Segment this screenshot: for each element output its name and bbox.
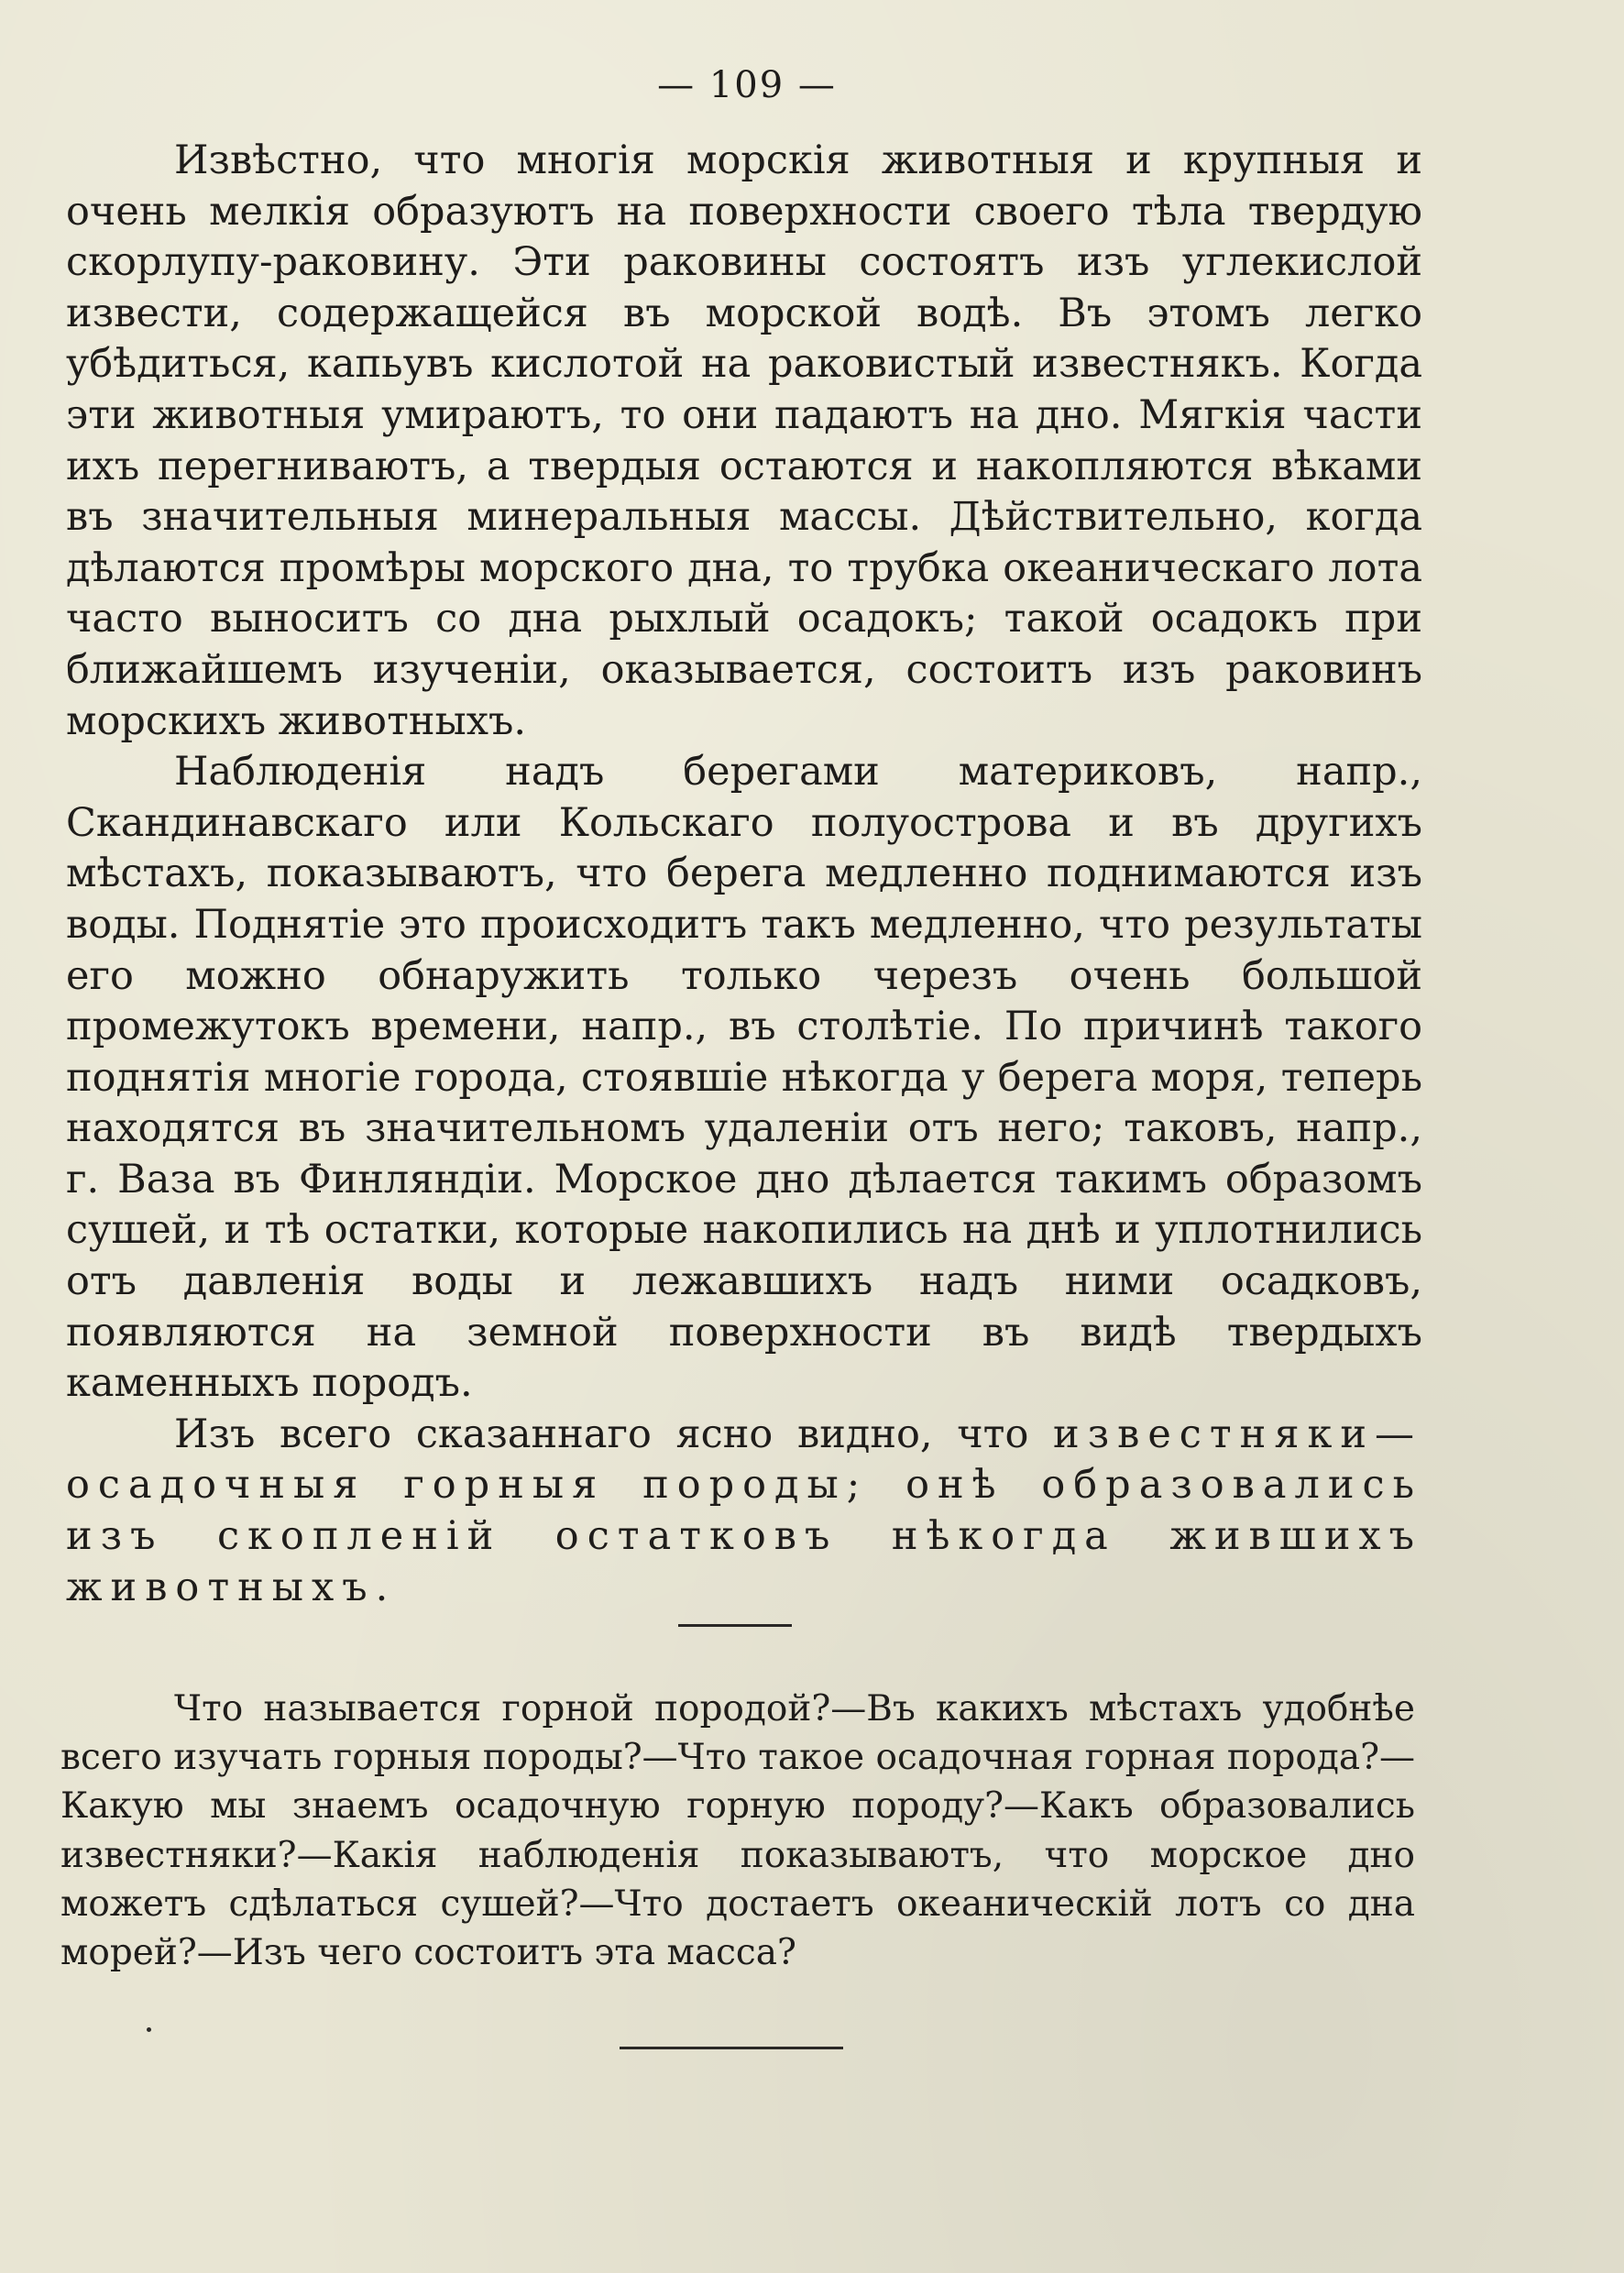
end-divider: [620, 2047, 843, 2049]
page-number: — 109 —: [657, 64, 837, 106]
section-divider: [678, 1624, 792, 1627]
main-text: [66, 136, 1422, 1613]
paragraph-2: Наблюденія надъ берегами материковъ, напр., Скандинавскаго или Кольскаго полуострова и въ другихъ мѣстахъ, показываютъ, что берега медленно поднимаются изъ воды. Поднятіе это происходитъ такъ медленно, что результаты его можно обнаружить только черезъ очень большой промежутокъ времени, напр., въ столѣтіе. По причинѣ такого поднятія многіе города, стоявшіе нѣкогда у берега моря, теперь находятся въ значительномъ удаленіи отъ него; таковъ, напр., г. Ваза въ Финляндіи. Морское дно дѣлается такимъ образомъ сушей, и тѣ остатки, которые накопились на днѣ и уплотнились отъ давленія воды и лежавшихъ надъ ними осадковъ, появляются на земной поверхности въ видѣ твердыхъ каменныхъ породъ.: [66, 749, 1422, 1407]
paragraph-3-emphasis: известняки—осадочныя горныя породы; онѣ образовались изъ скопленій остатковъ нѣкогда жившихъ животныхъ.: [66, 1411, 1422, 1610]
questions-text: Что называется горной породой?—Въ какихъ мѣстахъ удобнѣе всего изучать горныя породы?—Что такое осадочная горная порода?—Какую мы знаемъ осадочную горную породу?—Какъ образовались известняки?—Какія наблюденія показываютъ, что морское дно можетъ сдѣлаться сушей?—Что достаетъ океаническій лотъ со дна морей?—Изъ чего состоитъ эта масса?: [60, 1688, 1415, 1974]
review-questions: [60, 1685, 1415, 1977]
paragraph-1: Извѣстно, что многія морскія животныя и крупныя и очень мелкія образуютъ на поверхности своего тѣла твердую скорлупу-раковину. Эти раковины состоятъ изъ углекислой извести, содержащейся въ морской водѣ. Въ этомъ легко убѣдиться, капьувъ кислотой на раковистый известнякъ. Когда эти животныя умираютъ, то они падаютъ на дно. Мягкія части ихъ перегниваютъ, а твердыя остаются и накопляются вѣками въ значительныя минеральныя массы. Дѣйствительно, когда дѣлаются промѣры морского дна, то трубка океаническаго лота часто выноситъ со дна рыхлый осадокъ; такой осадокъ при ближайшемъ изученіи, оказывается, состоитъ изъ раковинъ морскихъ животныхъ.: [66, 137, 1422, 744]
paragraph-3-intro: Изъ всего сказаннаго ясно видно, что: [174, 1411, 1029, 1457]
paragraph-3: [66, 1410, 1422, 1613]
print-speck: [147, 2027, 151, 2032]
